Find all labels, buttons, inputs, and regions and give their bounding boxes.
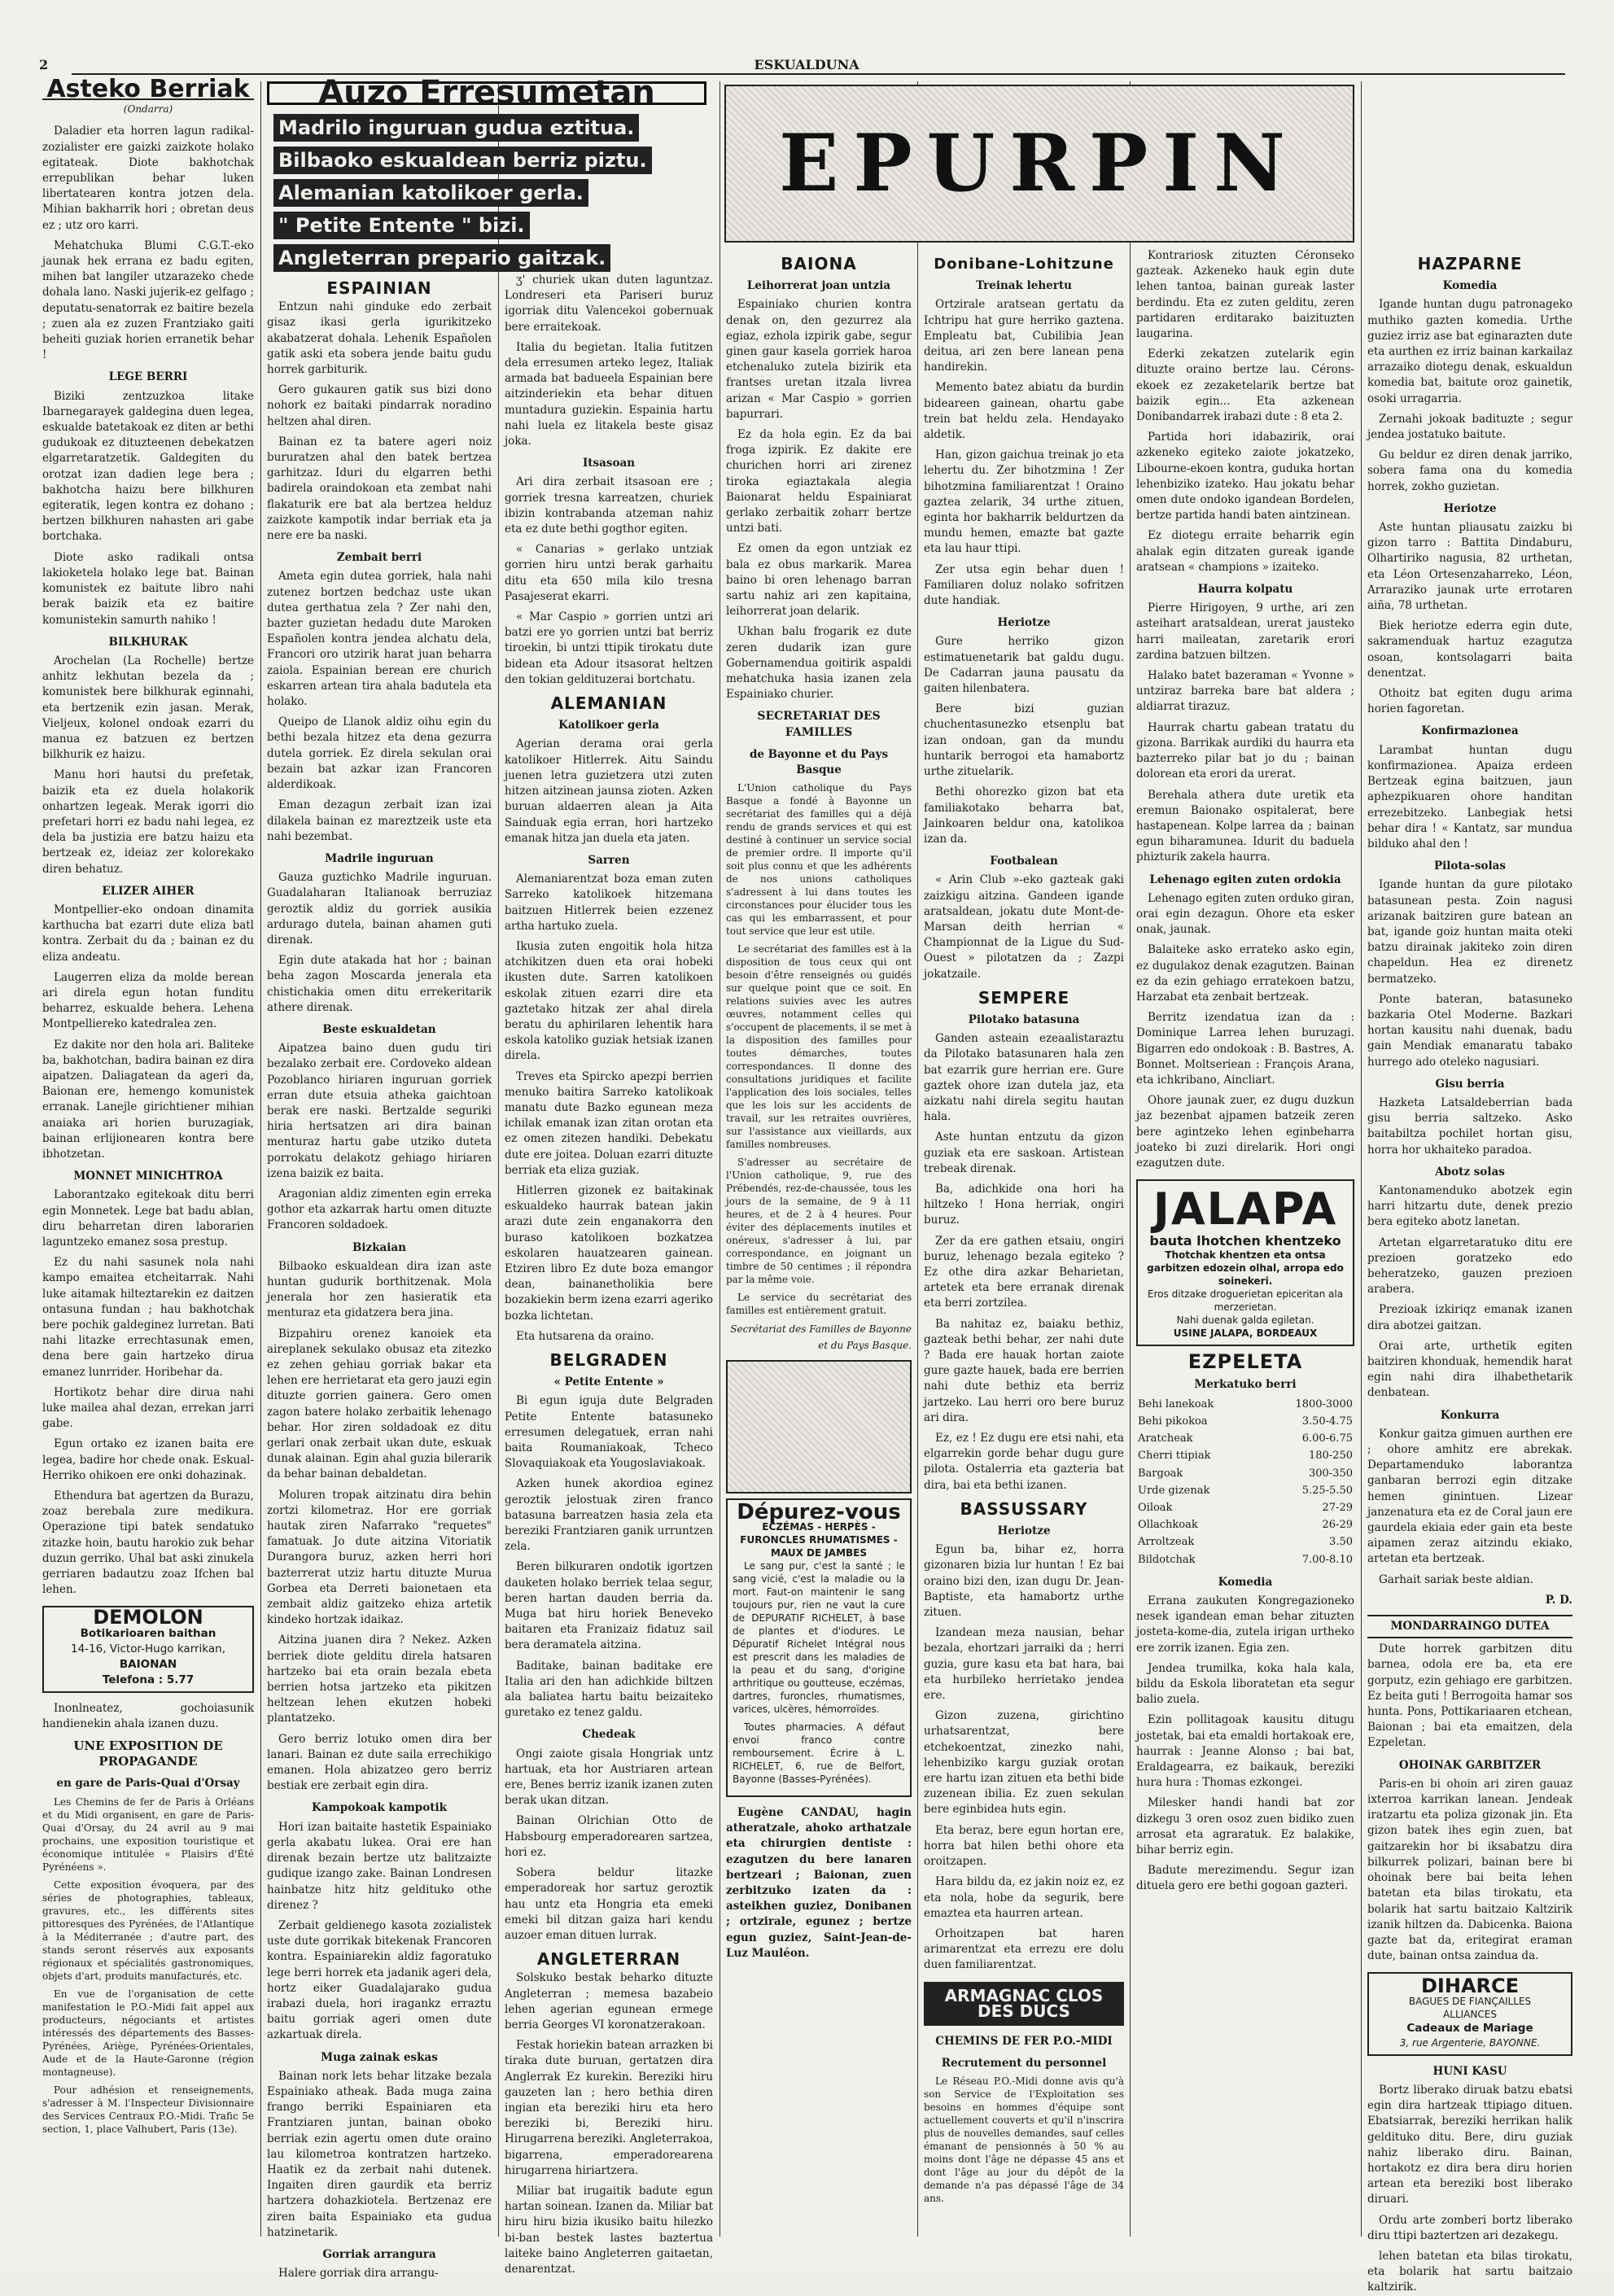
paragraph: Aste huntan entzutu da gizon guziak eta ere saskoan. Artistean trebeak direnak. bbox=[924, 1131, 1124, 1175]
ad-armagnac bbox=[924, 1982, 1124, 2026]
ad-subtitle: ECZÉMAS - HERPÈS - FURONCLES RHUMATISMES - MAUX DE JAMBES bbox=[740, 1520, 898, 1559]
paragraph: Sobera beldur litazke emperadoreak hor sartuz geroztik hau untz eta Hongria eta emeki emeki bil ditzan gaiza hari kendu auzoer eman dituen lurrak. bbox=[505, 1866, 713, 1942]
paragraph: Kantonamenduko abotzek egin harri hitzartu dute, denek prezio bera egiteko abotz lanetan. bbox=[1367, 1183, 1572, 1229]
paragraph: Haurrak chartu gabean tratatu du gizona. Barrikak aurdiki du haurra eta bazterreko pilar bat jo du ; bainan dolorean eta erori da urerat. bbox=[1136, 720, 1354, 781]
paragraph: Bainan Olrichian Otto de Habsbourg emperadorearen sartzea, hori ez. bbox=[505, 1814, 713, 1859]
paragraph: Dute horrek garbitzen ditu barnea, odola ere ba, eta ere gorputz, ezin gehiago ere garbitzen. Ez beita guti ! Berrogoita hamar sos hunta. Pons, Pottikariaaren etchean, Baionan ; bai eta emaitzen, dela Ezpeletan. bbox=[1367, 1642, 1572, 1750]
paragraph: « Mar Caspio » gorrien untzi ari batzi ere yo gorrien untzi bat berriz tiroekin, bi untzi ttipik tirokatu dute bidean eta Adour itsasorat heltzen den tokian geldituzerai bortchatu. bbox=[505, 610, 713, 686]
paragraph: Egun ortako ez izanen baita ere legea, badire hor chede onak. Eskual-Herriko ohikoen ere onki dohazinak. bbox=[42, 1437, 254, 1482]
subheading: Kampokoak kampotik bbox=[312, 1801, 447, 1815]
paragraph: Ba nahitaz ez, baiaku bethiz, gazteak bethi behar, zer nahi dute ? Bada ere hauak hortan zaiote gure gazte hauek, bada ere berrien nahi dute bethiz eta berriz jartzeko. Lau herri oro bere buruz ari dira. bbox=[924, 1317, 1124, 1424]
price-row bbox=[1136, 1396, 1354, 1413]
page-number: 2 bbox=[39, 56, 49, 72]
subheading: ELIZER AIHER bbox=[102, 884, 195, 898]
price-item: Cherri ttipiak bbox=[1138, 1450, 1211, 1463]
headline-banner bbox=[267, 112, 706, 274]
paragraph: Izandean meza nausian, behar bezala, ehortzari jarraiki da ; herri guzia, gure kasu eta bat hara, bai eta hurbileko herrietako jendea ere. bbox=[924, 1626, 1124, 1703]
paragraph: Badute merezimendu. Segur izan dituela gero ere bethi gogoan gazteri. bbox=[1136, 1864, 1354, 1893]
paragraph: Baditake, bainan baditake ere Italia ari den han adichkide biltzen ala baliatea hartu baitu beizaiteko guretako ez tenez galdu. bbox=[505, 1659, 713, 1720]
paragraph: Treves eta Spircko apezpi berrien menuko baitira Sarreko katolikoak manatu dute Bazko egunean meza ichilak emanak izan zitan orotan eta ez omen zitezen handiki. Debekatu dute ere joitea. Doluan ezarri dituzte berriak eta eliza guziak. bbox=[505, 1069, 713, 1177]
subheading: SEMPERE bbox=[978, 987, 1070, 1008]
ad-line: USINE JALAPA, BORDEAUX bbox=[1173, 1327, 1318, 1340]
price-row bbox=[1136, 1413, 1354, 1430]
headline: Angleterran prepario gaitzak. bbox=[273, 244, 610, 272]
price-row bbox=[1136, 1447, 1354, 1464]
paragraph: Hori izan baitaite hastetik Espainiako gerla akabatu lukea. Orai ere han direnak bezain bertze utz balitzaizte gudique izango zake. Bainan Londresen hainbatze hitz hitz geldituko othe direnez ? bbox=[267, 1820, 492, 1912]
subheading: Gisu berria bbox=[1435, 1077, 1505, 1091]
paragraph: Orai arte, urthetik egiten baitziren khonduak, hemendik harat egin nahi dira ilhabethetarik denbatean. bbox=[1367, 1339, 1572, 1400]
price-row bbox=[1136, 1516, 1354, 1533]
paragraph: Ez omen da egon untziak ez bala ez obus markarik. Marea baino bi oren lehenago barran sartu nahiz ari zen kapitaina, leihorrerat joan delarik. bbox=[726, 542, 912, 619]
paragraph: Ezin pollitagoak kausitu ditugu jostetak, bai eta emaldi hortakoak ere, haurrak : Jeanne Alonso ; bai bat, Eraldagearra, ez baikauk, bereziki hura hura : Thomas ezkongei. bbox=[1136, 1713, 1354, 1790]
ad-line: BAIONAN bbox=[119, 1658, 177, 1672]
paragraph: Gu beldur ez diren denak jarriko, sobera fama ona du komedia horrek, zokho guzietan. bbox=[1367, 448, 1572, 493]
subheading: Treinak lehertu bbox=[976, 279, 1072, 293]
price-item: Behi lanekoak bbox=[1138, 1397, 1214, 1410]
subheading: Bizkaian bbox=[352, 1240, 406, 1254]
section-title: Auzo Erresumetan bbox=[267, 81, 706, 105]
paragraph: Biziki zentzuzkoa litake Ibarnegarayek galdegina duen legea, eskualde batetakoak ez diten ar bethi gudukoak ez dituzteenen debekatzen elgarretaratzetik. Galdegiten du orotzat izan dadien lege bera ; bakhotcha haizu bere bilkhuren egiteratik, legen kontra ez dohano ; bertzen bilkhuren nahasten ari gabe bortchaka. bbox=[42, 389, 254, 544]
paragraph: Biek heriotze ederra egin dute, sakramenduak hartuz ezagutza osoan, kontsolagarri baita denentzat. bbox=[1367, 619, 1572, 680]
price-row bbox=[1136, 1465, 1354, 1482]
paragraph: Halere gorriak dira arrangu- bbox=[278, 2267, 439, 2281]
price-value: 7.00-8.10 bbox=[1301, 1553, 1353, 1566]
paragraph: Diote asko radikali ontsa lakioketela holako lege bat. Bainan komunistek ez baitute libro nahi berak baizik eta ez baitire komunistekin samurth nahiko ! bbox=[42, 550, 254, 627]
paragraph: Azken hunek akordioa eginez geroztik jelostuak ziren franco batasuna barreatzen hasia zela eta bereziki Frantziaren ganik urruntzen zela. bbox=[505, 1477, 713, 1554]
paragraph: Inonlneatez, gochoiasunik handienekin ahala izanen duzu. bbox=[42, 1701, 254, 1730]
paragraph: Jendea trumilka, koka hala kala, bildu da Eskola liboratetan eta segur balio zuela. bbox=[1136, 1661, 1354, 1707]
price-row bbox=[1136, 1499, 1354, 1516]
ad-line: 14-16, Victor-Hugo karrikan, bbox=[70, 1642, 226, 1655]
subheading: BELGRADEN bbox=[549, 1350, 668, 1370]
paragraph: Ba, adichkide ona hori ha hiltzeko ! Hona herriak, ongiri buruz. bbox=[924, 1182, 1124, 1227]
subheading: Lehenago egiten zuten ordokia bbox=[1149, 872, 1341, 886]
subheading: Komedia bbox=[1218, 1575, 1273, 1589]
paragraph: Ganden asteain ezeaalistaraztu da Pilotako batasunaren hala zen bat ezarrik gure herrian ere. Gure gaztek ohore izan dutela jaz, eta aizkatu nahi direla segitu hautan hala. bbox=[924, 1032, 1124, 1124]
paragraph: Mehatchuka Blumi C.G.T.-eko jaunak hek errana ez badu egiten, mihen bat langiler utzarazeko chede dohala lano. Naski jujerik-ez gelfago ; deputatu-senatorrak ez baitire bezela ; zuen ala ez zuzen Frantziako gaiti beheiti guziak horien erranetik behar ! bbox=[42, 238, 254, 362]
ad-text: Le sang pur, c'est la santé ; le sang vicié, c'est la maladie ou la mort. Faut-on maintenir le sang toujours pur, rien ne vaut la cure de DEPURATIF RICHELET, à base de plantes et d'iodures. Le Dépuratif Richelet Intégral nous est prescrit dans les maladies de la peau et du sang, d'origine arthritique ou goutteuse, eczémas, dartres, furoncles, rhumatismes, varices, ulcères, hémorroïdes. bbox=[733, 1559, 905, 1715]
price-item: Behi pikokoa bbox=[1138, 1415, 1208, 1428]
paragraph: Bethi ohorezko gizon bat eta familiakotako beharra bat, Jainkoaren beldur ona, katolikoa izan da. bbox=[924, 785, 1124, 846]
price-row bbox=[1136, 1430, 1354, 1447]
paragraph: Solskuko bestak beharko dituzte Angleterran ; memesa bazabeio lehen agerian egunean ermege berria Georges VI koronatzerakoan. bbox=[505, 1971, 713, 2031]
column-1 bbox=[42, 75, 255, 2240]
paragraph: Manu hori hautsi du prefetak, baizik eta ez duela holakorik onhartzen legeak. Merak igorri dio prefetari horri ez badu nahi legea, ez dela ba justizia ere batzu haizu eta bertzeak ez, ideiaz zer kolorekako diren behatuz. bbox=[42, 768, 254, 876]
paragraph: S'adresser au secrétaire de l'Union catholique, 9, rue des Prébendés, rez-de-chaussée, tous les jours de la semaine, de 9 à 11 heures, et de 2 à 4 heures. Pour éviter des déplacements inutiles et onéreux, s'adresser à lui, par correspondance, en joignant un timbre de 50 centimes ; il répondra par la même voie. bbox=[726, 1157, 912, 1286]
paragraph: Balaiteke asko errateko asko egin, ez dugulakoz denak ezagutzen. Bainan ez da ezin gehiago erratekoen batzu, Harzabat eta zenbait bertzeak. bbox=[1136, 943, 1354, 1004]
ad-line: 3, rue Argenterie, BAYONNE. bbox=[1399, 2036, 1541, 2049]
subheading: Sarren bbox=[588, 853, 630, 867]
paragraph: Bainan nork lets behar litzake bezala Espainiako atheak. Bada muga zaina frango berriki Espainiaren eta Frantziaren juntan, bainan oboko berriak ezin agertu omen dute oraino lau kilometroa kontratzen hartzeko. Haatik ez da zerbait nahi dutenek. Ingaiten diren gaurdik eta berriz hartzera dohazkiotela. Bertzenaz ere ziren baita Espainiako eta gudua hatzinetarik. bbox=[267, 2069, 492, 2239]
paragraph: Le service du secrétariat des familles est entièrement gratuit. bbox=[726, 1292, 912, 1317]
paragraph: Laborantzako egitekoak ditu berri egin Monnetek. Lege bat badu ablan, diru beharretan diren laborarien laguntzeko emanez sosa prestup. bbox=[42, 1188, 254, 1249]
paragraph: L'Union catholique du Pays Basque a fondé à Bayonne un secrétariat des familles qui a déjà rendu de grands services et qui est destiné à continuer un service social de premier ordre. Il importe qu'il soit plus connu et que les adhérents de nos unions catholiques s'adressent à lui dans toutes les circonstances pour élucider tous les cas qui les embarrassent, et pour tout service que leur est utile. bbox=[726, 782, 912, 938]
subheading: HAZPARNE bbox=[1417, 254, 1523, 273]
subheading: LEGE BERRI bbox=[108, 370, 188, 384]
paragraph: Bi egun iguja dute Belgraden Petite Entente batasuneko erresumen delegatuek, erran nahi baita Roumaniakoak, Tcheco Slovaquiakoak eta Yougoslaviakoak. bbox=[505, 1394, 713, 1471]
paragraph: Zer utsa egin behar duen ! Familiaren doluz nolako sofritzen dute handiak. bbox=[924, 562, 1124, 608]
paragraph: Miliar bat irugaitik badute egun hartan soinean. Izanen da. Miliar bat hiru hiru bizia ikusiko baitu hilezko bi-ban bestek lastes baztertua laiteke baino Angleterren gaitaetan, denarentzat. bbox=[505, 2184, 713, 2276]
headline: Alemanian katolikoer gerla. bbox=[273, 179, 588, 207]
paragraph: Moluren tropak aitzinatu dira behin zortzi kilometraz. Hor ere gorriak hautak ziren Nafarrako "requetes" famatuak. Jo dute aitzina Vitoriatik Durangora buruz, azken herri hori bazterrerat utziz hartu dituzte Murua Gorbea eta Derreti baionetaen eta zembait aldiz gaitzeko ehiza artetik kindeko hortzak idaikaz. bbox=[267, 1488, 492, 1627]
ad-title: ARMAGNAC CLOS DES DUCS bbox=[944, 1985, 1104, 2021]
paragraph: Alemaniarentzat boza eman zuten Sarreko katolikoek hitzemana baitzuen Hitlerrek beien ezzenez artha hartuko zuela. bbox=[505, 872, 713, 933]
paragraph: Gizon zuzena, girichtino urhatsarentzat, bere etchekoentzat, zinezko nahi, lehenbiziko kargu guziak orotan ere hartu izan zituen eta bethi bide zuzenean ibilia. Ez zuen sekulan bere eginbidea huts egin. bbox=[924, 1709, 1124, 1817]
subheading: ANGLETERRAN bbox=[536, 1949, 681, 1970]
subheading: Katolikoer gerla bbox=[558, 719, 659, 733]
subheading: BILKHURAK bbox=[108, 635, 188, 649]
subheading: BAIONA bbox=[781, 254, 857, 273]
subheading: Chedeak bbox=[582, 1728, 636, 1742]
page-header bbox=[39, 52, 1565, 77]
ad-diharce bbox=[1367, 1972, 1572, 2055]
paragraph: Eman dezagun zerbait izan izai dilakela bainan ez mareztzeik uste eta nahi bezembat. bbox=[267, 798, 492, 843]
paragraph: Othoitz bat egiten dugu arima horien fagoretan. bbox=[1367, 687, 1572, 716]
paragraph: Igande huntan da gure pilotako batasunean pesta. Zoin nagusi arizanak baitziren gure batean an bat, igande goiz huntan maita oteki batzu dirainak jakiteko zoin diren chapeldun. Hea ez direnetz bermatzeko. bbox=[1367, 878, 1572, 986]
paragraph: Gero gukauren gatik sus bizi dono nohork ez baitaki pindarrak noradino heltzen ahal diren. bbox=[267, 383, 492, 428]
subheading: Heriotze bbox=[997, 1524, 1051, 1538]
paragraph: Memento batez abiatu da burdin bideareen gainean, ohartu gabe trein bat heldu zela. Hendayako aldetik. bbox=[924, 381, 1124, 442]
subheading: Heriotze bbox=[1443, 501, 1497, 515]
paragraph: Les Chemins de fer de Paris à Orléans et du Midi organisent, en gare de Paris-Quai d'Orsay, du 24 avril au 9 mai prochains, une exposition touristique et économique intitulée « Plaisirs d'Été Pyrénéens ». bbox=[42, 1795, 254, 1873]
subheading: Abotz solas bbox=[1435, 1165, 1505, 1179]
subheading: Konkurra bbox=[1440, 1408, 1500, 1422]
ad-depurez-vous bbox=[726, 1498, 912, 1797]
ad-candau: Eugène CANDAU, hagin atheratzale, ahoko arthatzale eta chirurgien dentiste : ezagutzen du bere lanaren bertzeari ; Baionan, zuen zerbitzuko izaten da : asteikhen guziez, Donibanen ; ortzirale, egunez ; bertze egun guziez, Saint-Jean-de-Luz Mauléon. bbox=[726, 1805, 912, 1960]
ad-line: bauta lhotchen khentzeko bbox=[1149, 1233, 1341, 1249]
column-5 bbox=[924, 248, 1124, 2240]
price-item: Bargoak bbox=[1138, 1467, 1183, 1480]
paragraph: Entzun nahi ginduke edo zerbait gisaz ikasi gerla igurikitzeko akabatzerat dohala. Lehenik Españolen gatik aski eta sobera jende baitu gudu horrek garbiturik. bbox=[267, 300, 492, 377]
paragraph: Bortz liberako diruak batzu ebatsi egin dira hartzeak ttipiago dituen. Ebatsiarrak, bereziki herrikan halik geldituko ditu. Bere, diru guziak nahiz liberako diru. Bainan, hortakotz ez dira bera diru horien artean eta bereziki bost liberako diruari. bbox=[1367, 2083, 1572, 2206]
price-value: 3.50 bbox=[1329, 1536, 1353, 1549]
paragraph: Egin dute atakada hat hor ; bainan beha zagon Moscarda jenerala eta chistichakia omen ditu errekeritarik athere direnak. bbox=[267, 954, 492, 1014]
paragraph: Han, gizon gaichua treinak jo eta lehertu du. Zer bihotzmina ! Zer bihotzmina familiarentzat ! Oraino gaztea zelarik, 34 urthe zituen, eginta hor bakharrik beldurtzen da mundu hemen, emazte bat gazte eta lau haur ttipi. bbox=[924, 448, 1124, 556]
ad-line: Thotchak khentzen eta ontsa garbitzen edozein olhal, arropa edo soinekeri. bbox=[1147, 1249, 1344, 1288]
paragraph: Aipatzea baino duen gudu tiri bezalako zerbait ere. Cordoveko aldean Pozoblanco hiriaren inguruan gorriek erran dute etsuia atheka gaichtoan berak ere naski. Bertzalde seguriki hiria hertsatzen ari dira bainan menturaz hartu gabe utziko duteta porrokatu delakotz gehiago hiriaren izena baizik ez baita. bbox=[267, 1042, 492, 1180]
price-value: 6.00-6.75 bbox=[1301, 1432, 1353, 1445]
masthead-illustration bbox=[724, 85, 1354, 243]
subheading: Leihorrerat joan untzia bbox=[746, 279, 891, 293]
paragraph: Beren bilkuraren ondotik igortzen dauketen holako berriek telaa segur, beren hartan dauden berria da. Muga bat hiru horiek Beneveko baitaren eta Franizaiz fidatuz sail bera deramatela aitzina. bbox=[505, 1560, 713, 1652]
paragraph: Prezioak izkiriqz emanak izanen dira abotzei gaitzan. bbox=[1367, 1303, 1572, 1332]
price-value: 300-350 bbox=[1308, 1467, 1353, 1480]
subheading: Gorriak arrangura bbox=[322, 2247, 436, 2261]
paragraph: Bilbaoko eskualdean dira izan aste huntan gudurik borthitzenak. Mola jenerala hor zen hasieratik eta menturaz eta gidatzera bera jina. bbox=[267, 1259, 492, 1320]
paragraph: Paris-en bi ohoin ari ziren gauaz ixterroa karrikan lanean. Jendeak iratzartu eta poliza gizonak jin. Eta gizon batek ihes egin zuen, bat gaitzarekin hor bi iksabatzu dira bilkurrek polizari, bainan bere bi ohoinak bere bai beita lehen batetan eta bilas tirokatu, eta bolarik hat sartu baitzaio Kaltzirik izanik hiltzen da. Dabicenka. Baiona gazte bat da, eritegirat eraman dute, bainan ontsa zaindua da. bbox=[1367, 1777, 1572, 1963]
subheading: SECRETARIAT DES FAMILLES bbox=[757, 710, 881, 739]
byline: (Ondarra) bbox=[123, 103, 173, 116]
paragraph: Igande huntan dugu patronageko muthiko gazten komedia. Urthe guziez irriz ase bat eginarazten dute eta aurthen ez irriz bainan karkailaz arrazaiko diotegu denak, eskualdun komedia bat, baitute oroz gainetik, osoki urragarria. bbox=[1367, 298, 1572, 405]
signature: Secrétariat des Familles de Bayonne et du Pays Basque. bbox=[730, 1323, 912, 1351]
subheading: de Bayonne et du Pays Basque bbox=[749, 747, 889, 777]
subheading: ESPAINIAN bbox=[326, 278, 432, 298]
paragraph: Ponte bateran, batasuneko bazkaria Otel Moderne. Bazkari hortan kausitu nahi duenak, badu gain Mendiak emanaratu tabako hurrego ado oteleko nagusiari. bbox=[1367, 992, 1572, 1069]
section-title: Asteko Berriak bbox=[42, 81, 254, 100]
subheading: CHEMINS DE FER P.O.-MIDI bbox=[935, 2034, 1113, 2048]
paragraph: Ez dakite nor den hola ari. Baliteke ba, bakhotchan, badira bainan ez dira aipatzen. Daliagatean da ageri da, Baionan ere, hemengo komunistek erranak. Lanejle girichtiener mihian anaiaka ari horien buruzagiak, bainan erlijionearen kontra bere ibhotzetan. bbox=[42, 1038, 255, 1161]
paragraph: Daladier eta horren lagun radikal-zozialister ere gaizki zaizkote holako egitateak. Diote bakhotchak errepublikan behar luken libertatearen kontra jotzen dela. Mihian bakharrik hori ; obretan deus ez ; utz oro karri. bbox=[42, 125, 254, 232]
paragraph: Bainan ez ta batere ageri noiz bururatzen ahal den batek bertzea garhitzaz. Iduri du elgarren bethi badirela oraindokoan eta zembat nahi flakaturik ere bat ala bertzea helduz zaizkote kampotik indar berriak eta ja nere ere ba naski. bbox=[267, 435, 492, 543]
paragraph: Ederki zekatzen zutelarik egin dituzte oraino bertze lau. Cérons-ekoek ez zezaketelarik bertze bat baizik egin... Eta azkenean Donibandarrek irabazi dute : 8 eta 2. bbox=[1136, 348, 1354, 424]
paragraph: Eta hutsarena da oraino. bbox=[516, 1329, 654, 1343]
column-3 bbox=[505, 273, 713, 2276]
column-2 bbox=[267, 74, 706, 270]
ad-line: Telefona : 5.77 bbox=[102, 1673, 195, 1687]
paragraph: Hara bildu da, ez jakin noiz ez, ez eta nola, hobe da segurik, bere emaztea eta haurren artean. bbox=[924, 1875, 1124, 1920]
paragraph: Bizpahiru orenez kanoiek eta aireplanek sekulako obusaz eta zitezko ez zehen gehiau gorriak bakar eta lehen ere herrietarat eta gero jauzi egin dituzte gorrien gainera. Gero omen zagon batere holako zerbaitik lehenago behar. Hor ziren soldadoak ez ditu gerlari onak zerbait ukan dute, eskuak dunak alainan. Egin ahal guzia bilerarik da behar bainan debaldetan. bbox=[267, 1327, 492, 1481]
subheading: MONNET MINICHTROA bbox=[73, 1170, 223, 1183]
ad-title: DIHARCE bbox=[1421, 1975, 1519, 1998]
paragraph: Zer da ere gathen etsaiu, ongiri buruz, lehenago bezala egiteko ? Ez othe dira azkar Beharietan, artetek eta bere erranak direnak eta berri zortzilea. bbox=[924, 1234, 1124, 1310]
ad-line: Eros ditzake droguerietan epiceritan ala merzerietan. bbox=[1147, 1288, 1344, 1314]
ad-line: ALLIANCES bbox=[1443, 2008, 1497, 2020]
column-6 bbox=[1136, 248, 1354, 2240]
subheading: ALEMANIAN bbox=[550, 693, 667, 714]
paragraph: Arochelan (La Rochelle) bertze anhitz lekhutan bezela da ; komunistek bere bilkhurak eginnahi, eta bertzenik ezin jasan. Merak, Vieljeux, kolonel ondoak ezarri du manua ez batzuen ez bertzen bilkhurik ez haizu. bbox=[42, 654, 254, 762]
paragraph: Zerbait geldienego kasota zozialistek uste dute gorrikak bitekenak Francoren kontra. Espainiarekin aldiz fagoratuko lege berri horrek eta jadanik ageri dela, hortz eiker Guadalajarako gudua irabazi duela, hori iragankz erraztu baitu gorriak ageri omen dute azkartuak direla. bbox=[267, 1918, 492, 2042]
subheading: BASSUSSARY bbox=[960, 1498, 1088, 1519]
paragraph: Egun ba, bihar ez, horra gizonaren bizia lur huntan ! Ez bai oraino bizi den, izan dugu Dr. Jean-Baptiste, eta hamabortz urthe zituen. bbox=[924, 1543, 1124, 1620]
paragraph: Hortikotz behar dire dirua nahi luke mailea ahal dezan, errekan jarri gabe. bbox=[42, 1385, 254, 1431]
price-item: Oiloak bbox=[1138, 1502, 1173, 1514]
subheading: Beste eskualdetan bbox=[322, 1022, 436, 1036]
ad-depurez-vous-image bbox=[726, 1360, 912, 1493]
subheading: Konfirmazionea bbox=[1421, 724, 1519, 738]
ad-title: DEMOLON bbox=[93, 1606, 203, 1629]
column-7 bbox=[1367, 248, 1572, 2294]
paragraph: Berritz izendatua izan da : Dominique Larrea lehen buruzagi. Bigarren edo ondokoak : B. Bastres, A. Bonnet. Moltseriean : François Arana, eta ichkribano, Aincliart. bbox=[1136, 1011, 1354, 1087]
paragraph: Ethendura bat agertzen da Burazu, zoaz berebala zure medikura. Operazione tipi batek sendatuko zitazke hoin, bautu harokio zuk behar duzun gerriko. Uhal bat aski zinukela gerriaren badautzu zoaz Ifchen bal lehen. bbox=[42, 1489, 254, 1597]
subheading: Muga zainak eskas bbox=[321, 2050, 438, 2064]
paragraph: Kontrariosk zituzten Céronseko gazteak. Azkeneko hauk egin dute lehen tantoa, bainan gureak laster berdindu. Eta ez zuten gelditu, zeren partidaren erditarako baizituzten laugarina. bbox=[1136, 249, 1354, 341]
signature: P. D. bbox=[1545, 1593, 1572, 1607]
paragraph: Gure herriko gizon estimatuenetarik bat galdu dugu. De Cadarran jauna pausatu da gaiten hilenbatera. bbox=[924, 635, 1124, 696]
paper-title: ESKUALDUNA bbox=[754, 56, 859, 72]
paragraph: En vue de l'organisation de cette manifestation le P.O.-Midi fait appel aux producteurs, négociants et artistes intéressés des départements des Basses-Pyrénées, Ariège, Pyrénées-Orientales, Aude et de la Haute-Garonne (région montagneuse). bbox=[42, 1988, 254, 2078]
price-item: Urde gizenak bbox=[1138, 1484, 1210, 1497]
paragraph: Ohore jaunak zuer, ez dugu duzkun jaz bezenbat ajpamen batzeik zeren bere agintzeko lehen eginbeharra joateko bi zuzi direlarik. Hori ongi ezagutzen dute. bbox=[1136, 1094, 1354, 1170]
paragraph: Ordu arte zomberi bortz liberako diru ttipi baztertzen ari dezakegu. bbox=[1367, 2213, 1572, 2242]
price-row bbox=[1136, 1482, 1354, 1499]
ad-line: Botikarioaren baithan bbox=[80, 1626, 217, 1640]
ad-line: Nahi duenak galda egiletan. bbox=[1176, 1314, 1314, 1327]
paragraph: ʒ' churiek ukan duten laguntzaz. Londreseri eta Pariseri buruz igorriak ditu Valencekoi gobernuak bere erraitekoak. bbox=[505, 273, 713, 334]
paragraph: Ameta egin dutea gorriek, hala nahi zutenez bortzen bedchaz uste ukan dutea gerthatua zela ? Zer nahi den, bazter guzietan hedadu dute Maroken Españolen kontra jendea alchatu dela, Francori oro utzirik harat juan beharra zaiola. Espainian berean ere churich eskarren artean tira ahala badutela eta holako. bbox=[267, 570, 492, 709]
paragraph: Agerian derama orai gerla katolikoer Hitlerrek. Aitu Saindu juenen letra guzietzera utzi zuten hitzen aitzinean jaunsa zioten. Azken buruan aldaerren alean ja Aita Sainduak egia erran, hori hartzeko emanak hitza jan duela eta jaten. bbox=[505, 737, 713, 845]
paragraph: Milesker handi handi bat zor dizkegu 3 oren osoz zuen bidiko zuen arrosat eta agraratuk. Ez balakike, bihar berriz egin. bbox=[1136, 1796, 1354, 1857]
paragraph: Espainiako churien kontra denak on, den gezurrez ala egiaz, ezhola izpirik gabe, segur ginen gaur kasela gorriek haroa etchenaluko zutela bizirik eta frantses uretan itzala livrea arizan « Mar Caspio » gorrien bapurrari. bbox=[726, 298, 912, 421]
price-item: Ollachkoak bbox=[1138, 1519, 1198, 1532]
paragraph: Zernahi jokoak badituzte ; segur jendea jostatuko baitute. bbox=[1367, 412, 1572, 442]
price-row bbox=[1136, 1551, 1354, 1568]
column-4 bbox=[726, 248, 912, 2240]
paragraph: Eta beraz, bere egun hortan ere, horra bat hilen bethi ohore eta oroitzapen. bbox=[924, 1823, 1124, 1869]
price-item: Aratcheak bbox=[1138, 1432, 1193, 1445]
paragraph: Le secrétariat des familles est à la disposition de tous ceux qui ont besoin d'être renseignés ou guidés sur quelque point que ce soit. En relations suivies avec les autres œuvres, notamment celles qui s'occupent de placements, il se met à la disposition des familles pour toutes démarches, toutes correspondances. Il donne des consultations juridiques et facilite l'application des lois sociales, telles que les lois sur les accidents de travail, sur les retraites ouvrières, sur l'assistance aux vieillards, aux familles nombreuses. bbox=[726, 943, 912, 1151]
subheading: OHOINAK GARBITZER bbox=[1398, 1758, 1542, 1772]
subheading: en gare de Paris-Quai d'Orsay bbox=[56, 1777, 240, 1791]
headline: Bilbaoko eskualdean berriz piztu. bbox=[273, 147, 652, 174]
subheading: HUNI KASU bbox=[1432, 2064, 1507, 2078]
column-2b bbox=[267, 273, 492, 2281]
ad-footer: Toutes pharmacies. A défaut envoi franco contre remboursement. Écrire à L. RICHELET, 6, rue de Belfort, Bayonne (Basses-Pyrénées). bbox=[733, 1721, 905, 1785]
paragraph: Montpellier-eko ondoan dinamita karthucha bat ezarri dute eliza batl kontra. Zerbait du da ; bainan ez du eliza andeatu. bbox=[42, 903, 254, 964]
price-row bbox=[1136, 1533, 1354, 1550]
paragraph: Italia du begietan. Italia futitzen dela erresumen arteko legez, Italiak armada bat badueela Espainian bere aitzinderiekin eta behar dituen muntadura guziekin. Espainia hartu nahi luela ez litakela beste gisaz joka. bbox=[505, 340, 713, 448]
paragraph: Berehala athera dute uretik eta eremun Baionako ospitalerat, bere hastapenean. Kolpe larrea da ; bainan egun biharamunea. Idurit du baduela phizturik zakela haurra. bbox=[1136, 788, 1354, 864]
subheading: EZPELETA bbox=[1188, 1350, 1303, 1374]
subheading: Merkatuko berri bbox=[1194, 1377, 1297, 1391]
paragraph: Hitlerren gizonek ez baitakinak eskualdeko haurrak batean jakin arazi dute zein enganakorra den buraso katolikoen bozkatzea eskolaren hauatzearen gainean. Etziren libro Ez dute boza emangor dean, bainanetholikia bere bozakiekin berm izena ezarri ageriko bozka lichtetan. bbox=[505, 1183, 713, 1323]
headline: " Petite Entente " bizi. bbox=[273, 212, 530, 239]
subheading: Donibane-Lohitzune bbox=[934, 256, 1114, 273]
paragraph: « Canarias » gerlako untziak gorrien hiru untzi berak garhaitu ditu eta 650 mila kilo tresna Pasajeserat ekarri. bbox=[505, 543, 713, 603]
paragraph: Aste huntan pliausatu zaizku bi gizon tarro : Battita Dindaburu, Olhartiriko nagusia, 82 urthetan, eta Léon Ortesenzaharreko, Léon, Arraraziko jaunak urte errotaren aiña, 78 urthetan. bbox=[1367, 521, 1572, 613]
subheading: UNE EXPOSITION DE PROPAGANDE bbox=[73, 1738, 223, 1769]
price-value: 27-29 bbox=[1322, 1502, 1353, 1514]
price-item: Bildotchak bbox=[1138, 1553, 1196, 1566]
paragraph: Lehenago egiten zuten orduko giran, orai egin dezagun. Ohore eta esker onak, jaunak. bbox=[1136, 891, 1354, 937]
price-value: 3.50-4.75 bbox=[1301, 1415, 1353, 1428]
ad-line: BAGUES DE FIANÇAILLES bbox=[1408, 1995, 1532, 2007]
paragraph: Aitzina juanen dira ? Nekez. Azken berriek diote gelditu direla hatsaren hartzeko bai eta orain bezala ebeta berrien hotsa jartzeko eta pikitzen heltzean lehen ekutzen hobeki plantatzeko. bbox=[267, 1633, 492, 1725]
paragraph: Hazketa Latsaldeberrian bada gisu berria saltzeko. Asko baitabiltza pochilet hortan gisu, horra hor ukhaiteko paradoa. bbox=[1367, 1096, 1572, 1157]
subheading: Madrile inguruan bbox=[325, 851, 434, 865]
subheading: Pilotako batasuna bbox=[968, 1012, 1080, 1026]
paragraph: Queipo de Llanok aldiz oihu egin du bethi bezala hitzez eta dena gezurra dutela gorriek. Ez direla sekulan orai bezain bat azkar izan Francoren alderdikoak. bbox=[267, 715, 492, 792]
ad-title: JALAPA bbox=[1153, 1183, 1338, 1235]
paragraph: Larambat huntan dugu konfirmazionea. Apaiza erdeen Bertzeak egina baitzuen, jaun aphezpikuaren ohore handitan errezebitzeko. Lanbegiak hetsi behar dira ! « Kantatz, sar mundua bilduko ahal den ! bbox=[1367, 743, 1572, 851]
ad-demolon bbox=[42, 1606, 254, 1692]
paragraph: Artetan elgarretaratuko ditu ere prezioen goratzeko edo beheratzeko, gauzen prezioen arabera. bbox=[1367, 1235, 1572, 1297]
paragraph: Ongi zaiote gisala Hongriak untz hartuak, eta hor Austriaren artean ere, Benes berriz izanik izanen zuten berak ukan ditzan. bbox=[505, 1747, 713, 1808]
subheading: Footbalean bbox=[990, 855, 1058, 868]
paragraph: Gauza guztichko Madrile inguruan. Guadalaharan Italianoak berruziaz geroztik aldiz du gorriek ausikia ardurago dutela, bainan ahamen guti direnak. bbox=[267, 871, 492, 947]
paragraph: Halako batet bazeraman « Yvonne » untziraz barreka bare bat aldera ; aldiarrat tirazuz. bbox=[1136, 669, 1354, 714]
paragraph: Ez, ez ! Ez dugu ere etsi nahi, eta elgarrekin gorde behar dugu gure pilota. Ostalerria eta gazteria bat dira, bai eta bethi izanen. bbox=[924, 1432, 1124, 1492]
paragraph: Garhait sariak beste aldian. bbox=[1379, 1572, 1533, 1586]
paragraph: Cette exposition évoquera, par des séries de photographies, tableaux, gravures, etc., les différents sites pittoresques des Pyrénées, de l'Atlantique à la Méditerranée ; d'autre part, des stands seront réservés aux exposants régionaux et spécialités gastronomiques, objets d'art, produits manufacturés, etc. bbox=[42, 1878, 254, 1982]
price-value: 1800-3000 bbox=[1295, 1397, 1353, 1410]
subheading: MONDARRAINGO DUTEA bbox=[1367, 1615, 1572, 1638]
paragraph: Orhoitzapen bat haren arimarentzat eta errezu ere dolu duen familiarentzat. bbox=[924, 1926, 1124, 1972]
paragraph: Ukhan balu frogarik ez dute zeren dudarik izan gure Gobernamendua goitirik aspaldi mehatchuka hasia izanen zela Espainiako churier. bbox=[726, 625, 912, 702]
price-value: 26-29 bbox=[1322, 1519, 1353, 1532]
paragraph: Ari dira zerbait itsasoan ere ; gorriek tresna karreatzen, churiek ibizin kontrabanda atzeman nahiz eta ez dute bethi gogthor egiten. bbox=[505, 475, 713, 536]
paragraph: Errana zaukuten Kongregazioneko nesek igandean eman behar zituzten josteta-kome-dia, zutela irigan urtheko ere zorrik izanen. Egia zen. bbox=[1136, 1594, 1354, 1655]
paragraph: lehen batetan eta bilas tirokatu, eta bolarik hat sartu baitzaio kaltzirik. bbox=[1367, 2249, 1572, 2294]
illustration-label: EPURPIN bbox=[779, 117, 1300, 209]
subheading: Recrutement du personnel bbox=[941, 2057, 1107, 2071]
paragraph: « Arin Club »-eko gazteak gaki zaizkigu aitzina. Gandeen igande aratsaldean, jokatu dute Mont-de-Marsan deith herrian « Championnat de la Ligue du Sud-Ouest » pilotatzen da ; Zazpi jokatzaile. bbox=[924, 873, 1124, 981]
subheading: « Petite Entente » bbox=[553, 1375, 664, 1389]
paragraph: Ez diotegu erraite beharrik egin ahalak egin ditzaten gureak igande aratsean « champions » izaiteko. bbox=[1136, 529, 1354, 574]
price-value: 180-250 bbox=[1308, 1450, 1353, 1463]
paragraph: Festak horiekin batean arrazken bi tiraka dute buruan, gertatzen dira Anglerrak Ez kurekin. Bereziki hiru gauzeten lan ; hero bethia diren ingian eta bereziki hiru eta hero bereziki bi, Bereziki hiru. Hirugarrena bereziki. Angleterrakoa, bigarrena, emperadorearena hirugarrena hiriartzera. bbox=[505, 2039, 713, 2177]
price-value: 5.25-5.50 bbox=[1301, 1484, 1353, 1497]
paragraph: Pour adhésion et renseignements, s'adresser à M. l'Inspecteur Divisionnaire des Services Centraux P.O.-Midi. Trafic 5e section, 1, place Valhubert, Paris (13e). bbox=[42, 2084, 254, 2135]
price-item: Arroltzeak bbox=[1138, 1536, 1195, 1549]
subheading: Zembait berri bbox=[336, 551, 422, 565]
subheading: Pilota-solas bbox=[1433, 859, 1507, 873]
paragraph: Gero berriz lotuko omen dira ber lanari. Bainan ez dute saila errechikigo emanen. Hola abizatzeo gero berriz bestiak ere zerbait egin dira. bbox=[267, 1732, 492, 1793]
subheading: Haurra kolpatu bbox=[1197, 583, 1293, 597]
subheading: Komedia bbox=[1442, 279, 1498, 293]
paragraph: Ez du nahi sasunek nola nahi kampo emaitea etcheitarrak. Nahi luke aitamak hilteztarekin ez daitzen ontasuna fundan ; hau bakhotchak bere pochik galdeginez lurretan. Bati nahi litazke errechtasunak emen, dena bere gain hartzeko dirua emanez lunrrider. Horibehar da. bbox=[42, 1256, 254, 1379]
paragraph: Bere bizi guzian chuchentasunezko etsenplu bat izan ondoan, gan da mundu huntarik berrogoi eta hamabortz urthe zituelarik. bbox=[924, 702, 1124, 779]
ad-title: Dépurez-vous bbox=[737, 1499, 901, 1524]
paragraph: Le Réseau P.O.-Midi donne avis qu'à son Service de l'Exploitation ses besoins en hommes d'équipe sont actuellement couverts et qu'il n'inscrira plus de nouvelles demandes, sauf celles émanant de pensionnés à 50 % au moins dont l'âge ne dépasse 45 ans et dont l'âge au jour du dépôt de la demande n'a pas dépassé l'âge de 34 ans. bbox=[924, 2075, 1124, 2205]
ad-jalapa bbox=[1136, 1179, 1354, 1346]
paragraph: Partida hori idabazirik, orai azkeneko egiteko zaiote jokatzeko, Libourne-ekoen kontra, guduka hortan lehenbiziko izateko. Hau jokatu behar omen dute ondoko igandean Bordelen, bertze partida handi baten aintzinean. bbox=[1136, 431, 1354, 523]
paragraph: Ikusia zuten engoitik hola hitza atchikitzen duen eta orai hobeki ikusten dute. Sarren katolikoen eskolak zituen ezarri dire eta gaztetako hitzak zer ahal direla beratu du aphirilaren lehentik hara eskola katoliko guziak hetsiak izanen direla. bbox=[505, 939, 713, 1063]
paragraph: Laugerren eliza da molde berean ari direla egun hotan funditu beharrez, eskualde behera. Lehena Montpelliereko katedralea zen. bbox=[42, 970, 254, 1031]
paragraph: Ortzirale aratsean gertatu da Ichtripu hat gure herriko gaztena. Empleatu bat, Cubilibia Jean deitua, ari zen bere lanean pena handirekin. bbox=[924, 298, 1124, 374]
price-table bbox=[1136, 1396, 1354, 1568]
paragraph: Konkur gaitza gimuen aurthen ere ; ohore amhitz ere abrekak. Departamenduko laborantza ganbaran berrozi egin ditzake hemen ginintuen. Lizear janzenatura eta ez de Coral jaun ere gaurdela ekiaia eder gain eta beste aipamen zeraz aitzindu ekiako, artetan eta bertzeak. bbox=[1367, 1427, 1572, 1566]
ad-line: Cadeaux de Mariage bbox=[1406, 2021, 1533, 2035]
paragraph: Pierre Hirigoyen, 9 urthe, ari zen asteihart aratsaldean, urerat jausteko harri maileatan, zaretarik erori zardina batzuen biltzen. bbox=[1136, 601, 1354, 662]
headline: Madrilo inguruan gudua eztitua. bbox=[273, 114, 639, 142]
subheading: Itsasoan bbox=[582, 457, 636, 470]
paragraph: Ez da hola egin. Ez da bai froga izpirik. Ez dakite ere churichen horri ari zirenez tiroka egiaztakala alegia Baionarat heldu Espainiarat gerlako zerbaitik zoharr bertze untzi bati. bbox=[726, 428, 912, 536]
paragraph: Aragonian aldiz zimenten egin erreka gothor eta azkarrak hartu omen dituzte Francoren soldadoek. bbox=[267, 1187, 492, 1232]
subheading: Heriotze bbox=[997, 616, 1051, 630]
